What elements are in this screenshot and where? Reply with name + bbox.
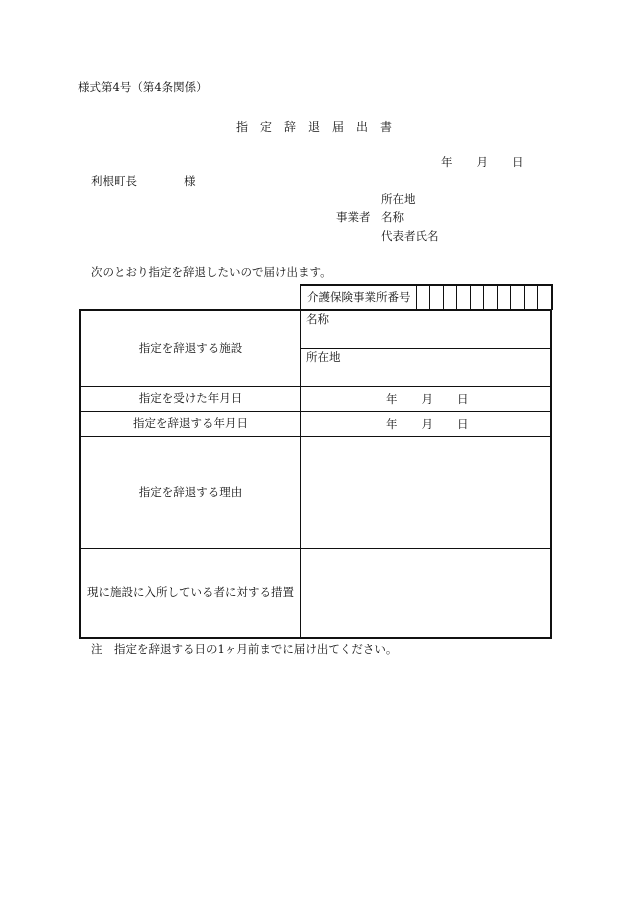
designated-year-label: 年 bbox=[386, 392, 398, 406]
date-day-label: 日 bbox=[512, 155, 524, 169]
withdraw-year-label: 年 bbox=[386, 417, 398, 431]
office-number-label: 介護保険事業所番号 bbox=[307, 290, 411, 304]
addressee-name: 利根町長 bbox=[91, 174, 137, 188]
applicant-name-label: 名称 bbox=[381, 210, 404, 224]
measures-label: 現に施設に入所している者に対する措置 bbox=[87, 585, 294, 600]
withdraw-month-label: 月 bbox=[421, 417, 433, 431]
withdraw-date-field[interactable] bbox=[386, 419, 469, 431]
facility-address-field[interactable] bbox=[301, 349, 550, 386]
intro-text: 次のとおり指定を辞退したいので届け出ます。 bbox=[91, 265, 332, 279]
reason-field[interactable] bbox=[301, 437, 550, 548]
facility-name-label: 名称 bbox=[306, 312, 329, 326]
page-title: 指 定 辞 退 届 出 書 bbox=[236, 120, 393, 134]
reason-label: 指定を辞退する理由 bbox=[138, 484, 243, 499]
designated-day-label: 日 bbox=[457, 392, 469, 406]
applicant-address-label: 所在地 bbox=[381, 192, 416, 206]
addressee-honorific: 様 bbox=[184, 174, 196, 188]
form-number: 様式第4号（第4条関係） bbox=[78, 80, 208, 94]
withdraw-day-label: 日 bbox=[457, 417, 469, 431]
measures-field[interactable] bbox=[301, 549, 550, 637]
designated-date-label: 指定を受けた年月日 bbox=[138, 391, 243, 406]
date-year-label: 年 bbox=[441, 155, 453, 169]
facility-name-field[interactable] bbox=[301, 311, 550, 348]
office-number-digit-boxes[interactable] bbox=[417, 286, 550, 309]
applicant-rep-label: 代表者氏名 bbox=[381, 229, 439, 243]
facility-label: 指定を辞退する施設 bbox=[138, 340, 243, 355]
designated-date-field[interactable] bbox=[386, 394, 469, 406]
designated-month-label: 月 bbox=[421, 392, 433, 406]
footnote: 注 指定を辞退する日の1ヶ月前までに届け出てください。 bbox=[91, 642, 398, 656]
applicant-label: 事業者 bbox=[336, 210, 371, 224]
date-month-label: 月 bbox=[476, 155, 488, 169]
facility-address-label: 所在地 bbox=[306, 350, 341, 364]
withdraw-date-label: 指定を辞退する年月日 bbox=[133, 416, 248, 431]
